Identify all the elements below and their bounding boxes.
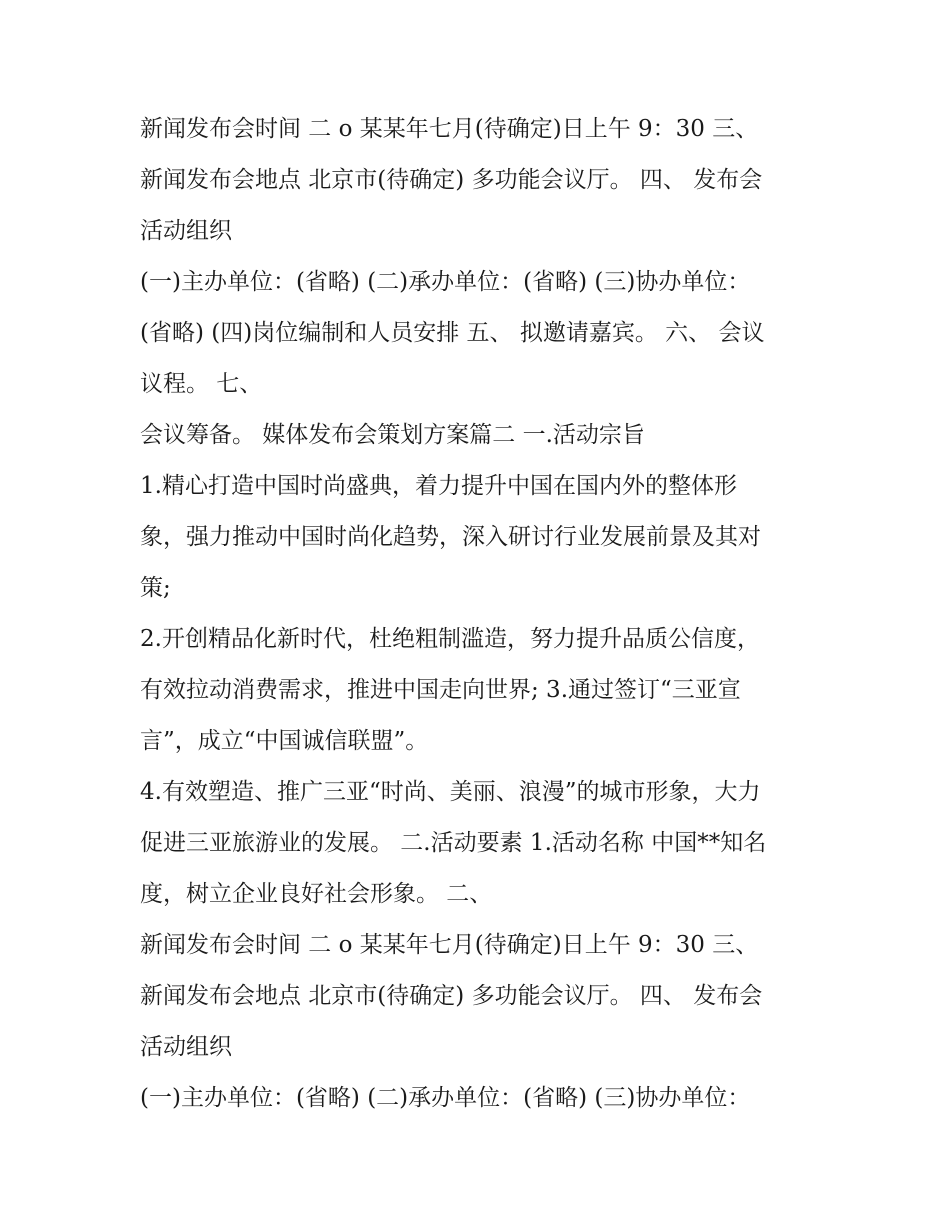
text-line-3: 活动组织 — [140, 218, 232, 244]
text-line-16: 度，树立企业良好社会形象。 二、 — [140, 881, 493, 907]
text-line-6: 议程。 七、 — [140, 371, 263, 397]
text-line-19: 活动组织 — [140, 1034, 232, 1060]
text-line-2: 新闻发布会地点 北京市(待确定) 多功能会议厅。 四、 发布会 — [140, 167, 763, 193]
document-body — [140, 104, 820, 1124]
text-line-12: 有效拉动消费需求，推进中国走向世界; 3.通过签订“三亚宣 — [140, 677, 741, 703]
text-line-13: 言”，成立“中国诚信联盟”。 — [140, 728, 429, 754]
text-line-9: 象，强力推动中国时尚化趋势，深入研讨行业发展前景及其对 — [140, 524, 761, 550]
text-line-7: 会议筹备。 媒体发布会策划方案篇二 一.活动宗旨 — [140, 422, 645, 448]
text-line-10: 策; — [140, 575, 171, 601]
text-line-15: 促进三亚旅游业的发展。 二.活动要素 1.活动名称 中国**知名 — [140, 830, 767, 856]
text-line-1: 新闻发布会时间 二 o 某某年七月(待确定)日上午 9：30 三、 — [140, 116, 759, 142]
text-line-14: 4.有效塑造、推广三亚“时尚、美丽、浪漫”的城市形象，大力 — [140, 779, 761, 805]
text-line-17: 新闻发布会时间 二 o 某某年七月(待确定)日上午 9：30 三、 — [140, 932, 759, 958]
text-line-5: (省略) (四)岗位编制和人员安排 五、 拟邀请嘉宾。 六、 会议 — [140, 320, 765, 346]
text-line-8: 1.精心打造中国时尚盛典，着力提升中国在国内外的整体形 — [140, 473, 737, 499]
text-line-11: 2.开创精品化新时代，杜绝粗制滥造，努力提升品质公信度， — [140, 626, 760, 652]
text-line-20: (一)主办单位：(省略) (二)承办单位：(省略) (三)协办单位： — [140, 1085, 751, 1111]
text-line-18: 新闻发布会地点 北京市(待确定) 多功能会议厅。 四、 发布会 — [140, 983, 763, 1009]
text-line-4: (一)主办单位：(省略) (二)承办单位：(省略) (三)协办单位： — [140, 269, 751, 295]
